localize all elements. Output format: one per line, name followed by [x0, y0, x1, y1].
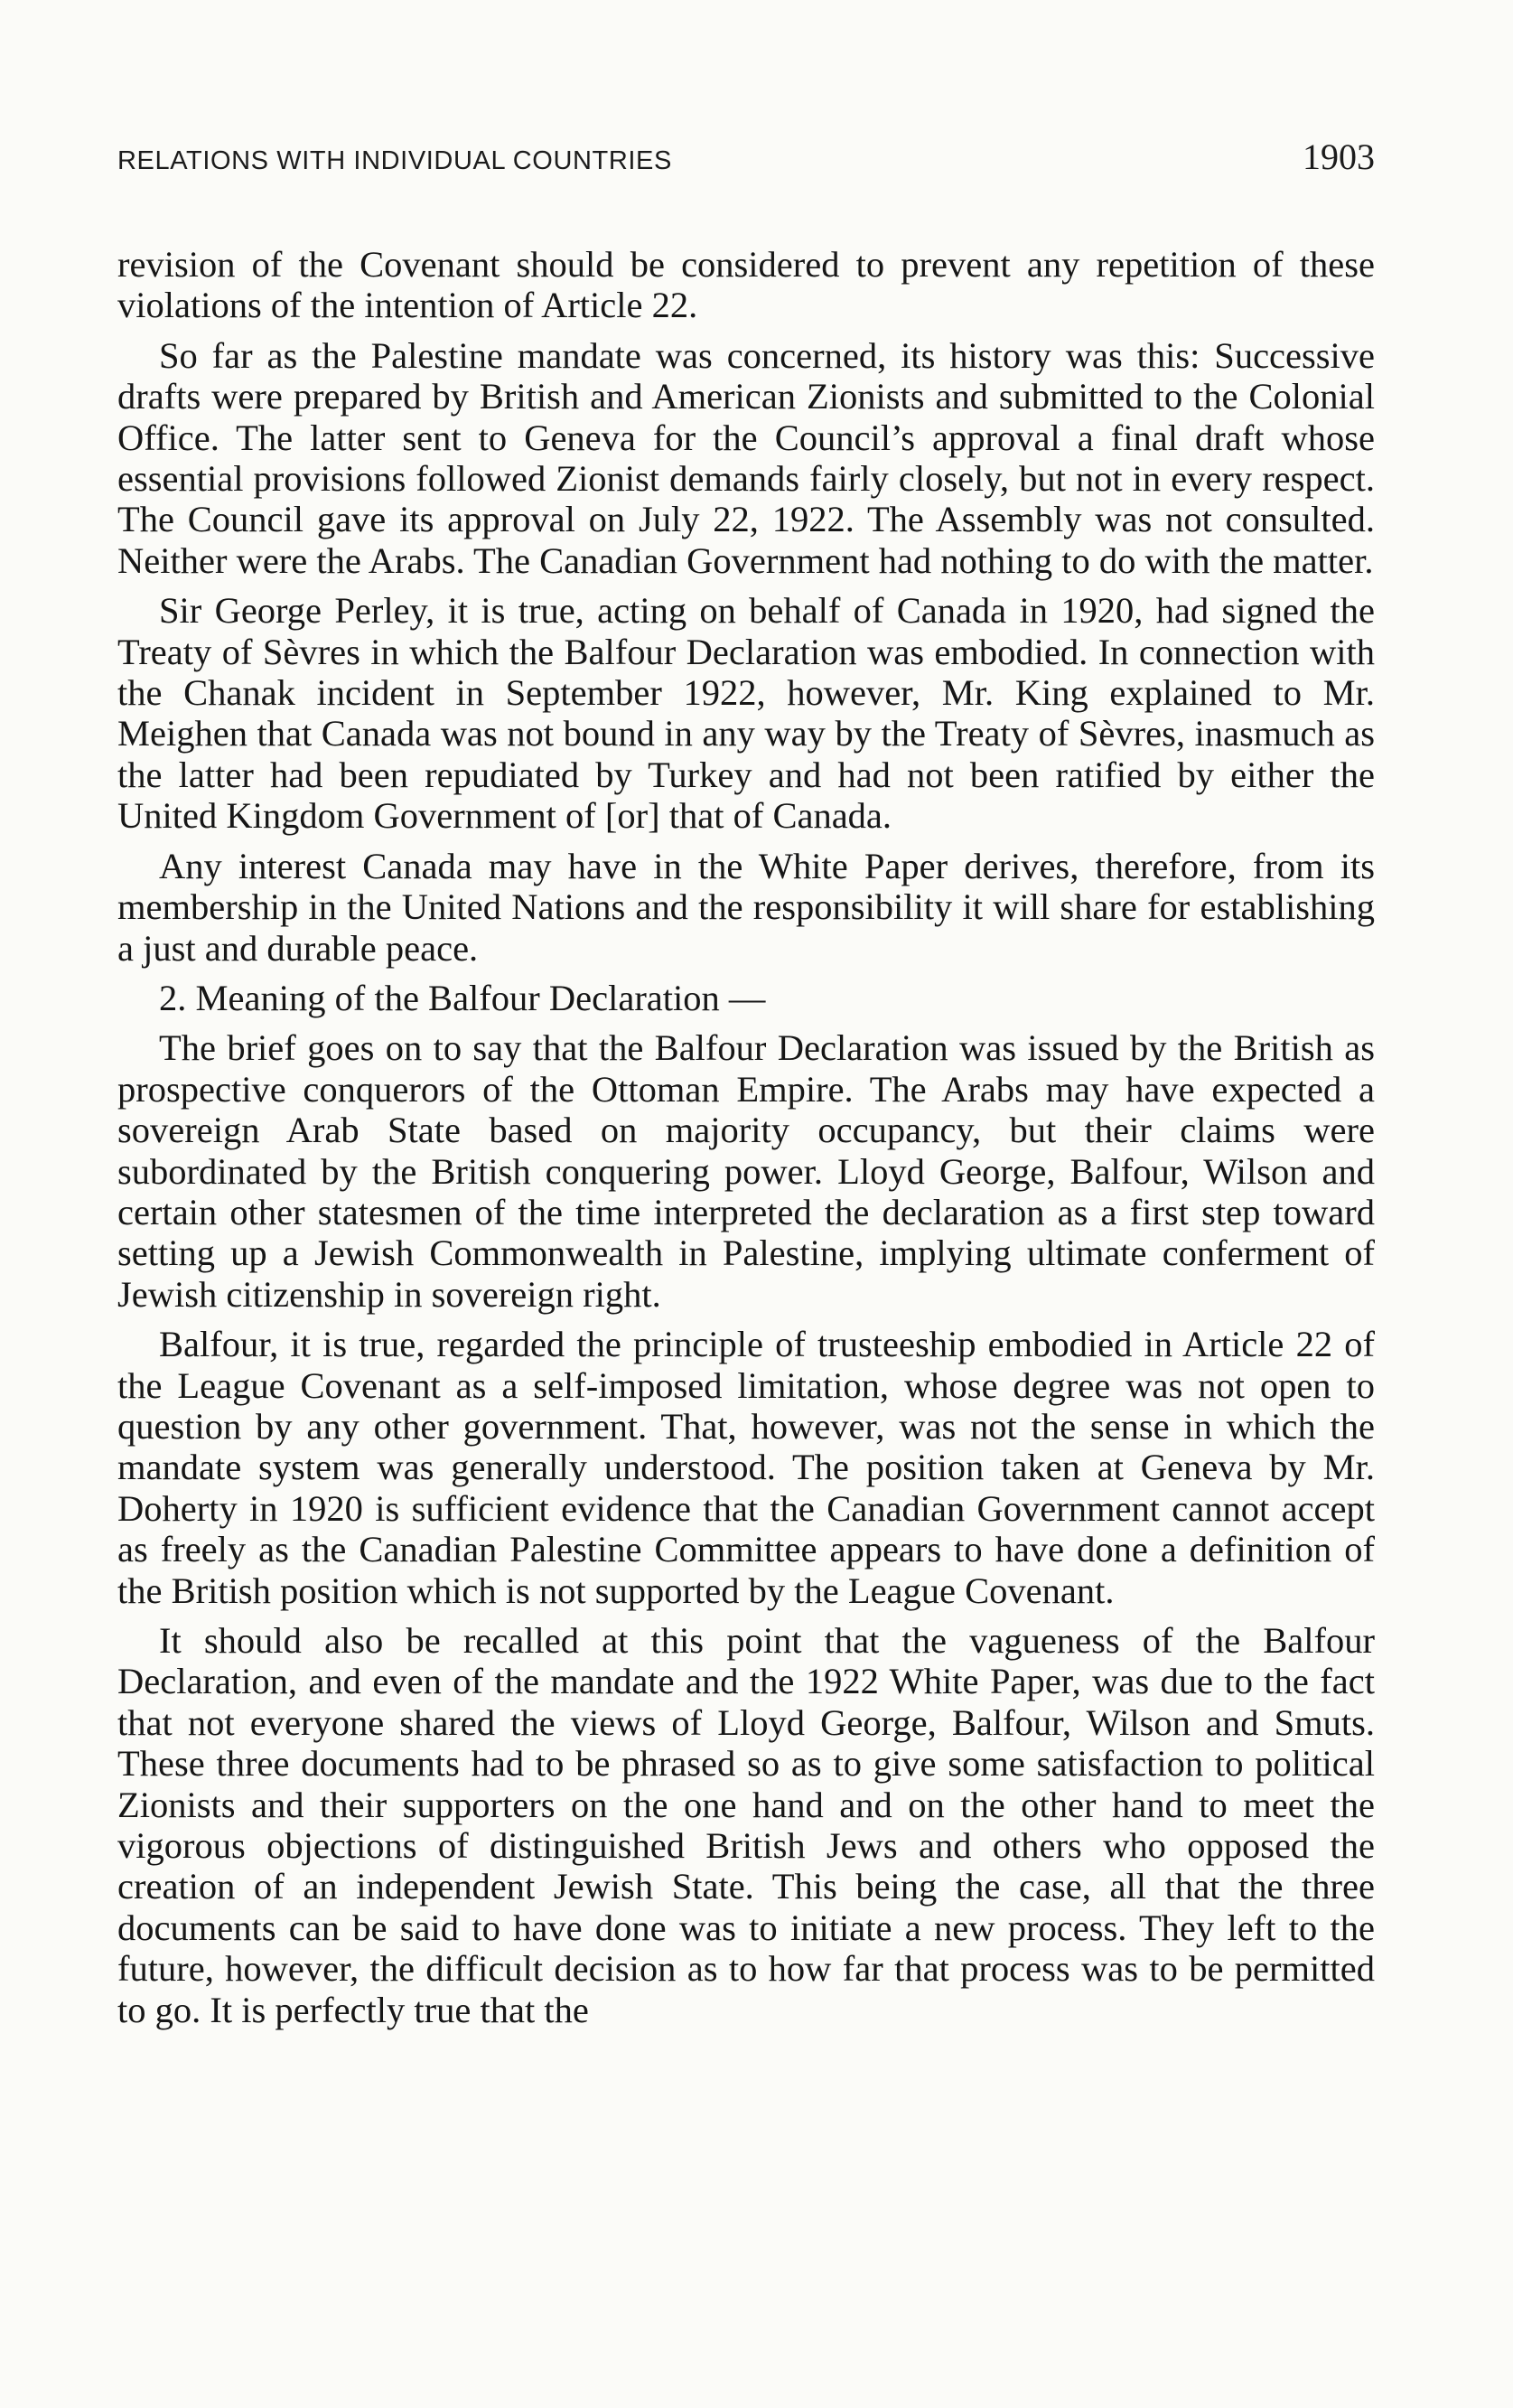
- page-header: [117, 136, 1375, 190]
- paragraph-canada-interest: Any interest Canada may have in the White Paper derives, therefore, from its membership in the United Nations and the responsibility it will share for establishing a just and durable peace.: [117, 845, 1375, 969]
- page-number: 1903: [1303, 136, 1375, 177]
- paragraph-treaty-of-sevres: Sir George Perley, it is true, acting on behalf of Canada in 1920, had signed the Treaty of Sèvres in which the Balfour Declaration was embodied. In connection with the Chanak incident in September 1922, however, Mr. King explained to Mr. Meighen that Canada was not bound in any way by the Treaty of Sèvres, inasmuch as the latter had been repudiated by Turkey and had not been ratified by either the United Kingdom Government of [or] that of Canada.: [117, 590, 1375, 837]
- paragraph-vagueness: It should also be recalled at this point that the vagueness of the Balfour Declaration, and even of the mandate and the 1922 White Paper, was due to the fact that not everyone shared the views of Lloyd George, Balfour, Wilson and Smuts. These three documents had to be phrased so as to give some satisfaction to political Zionists and their supporters on the one hand and on the other hand to meet the vigorous objections of distinguished British Jews and others who opposed the creation of an independent Jewish State. This being the case, all that the three documents can be said to have done was to initiate a new process. They left to the future, however, the difficult decision as to how far that process was to be permitted to go. It is perfectly true that the: [117, 1620, 1375, 2030]
- section-heading-balfour-meaning: 2. Meaning of the Balfour Declaration —: [159, 977, 766, 1018]
- running-head: RELATIONS WITH INDIVIDUAL COUNTRIES: [117, 146, 672, 175]
- paragraph-palestine-mandate-history: So far as the Palestine mandate was concerned, its history was this: Successive drafts were prepared by British and American Zionists and submitted to the Colonial Office. The latter sent to Geneva for the Council’s approval a final draft whose essential provisions followed Zionist demands fairly closely, but not in every respect. The Council gave its approval on July 22, 1922. The Assembly was not consulted. Neither were the Arabs. The Canadian Government had nothing to do with the matter.: [117, 334, 1375, 581]
- paragraph-continuation: revision of the Covenant should be considered to prevent any repetition of these violations of the intention of Article 22.: [117, 244, 1375, 326]
- paragraph-brief-balfour: The brief goes on to say that the Balfour Declaration was issued by the British as prospective conquerors of the Ottoman Empire. The Arabs may have expected a sovereign Arab State based on majority occupancy, but their claims were subordinated by the British conquering power. Lloyd George, Balfour, Wilson and certain other statesmen of the time interpreted the declaration as a first step toward setting up a Jewish Commonwealth in Palestine, implying ultimate conferment of Jewish citizenship in sovereign right.: [117, 1027, 1375, 1315]
- body-text: [117, 244, 1375, 2030]
- paragraph-trusteeship: Balfour, it is true, regarded the principle of trusteeship embodied in Article 22 of the League Covenant as a self-imposed limitation, whose degree was not open to question by any other government. That, however, was not the sense in which the mandate system was generally understood. The position taken at Geneva by Mr. Doherty in 1920 is sufficient evidence that the Canadian Government cannot accept as freely as the Canadian Palestine Committee appears to have done a definition of the British position which is not supported by the League Covenant.: [117, 1324, 1375, 1611]
